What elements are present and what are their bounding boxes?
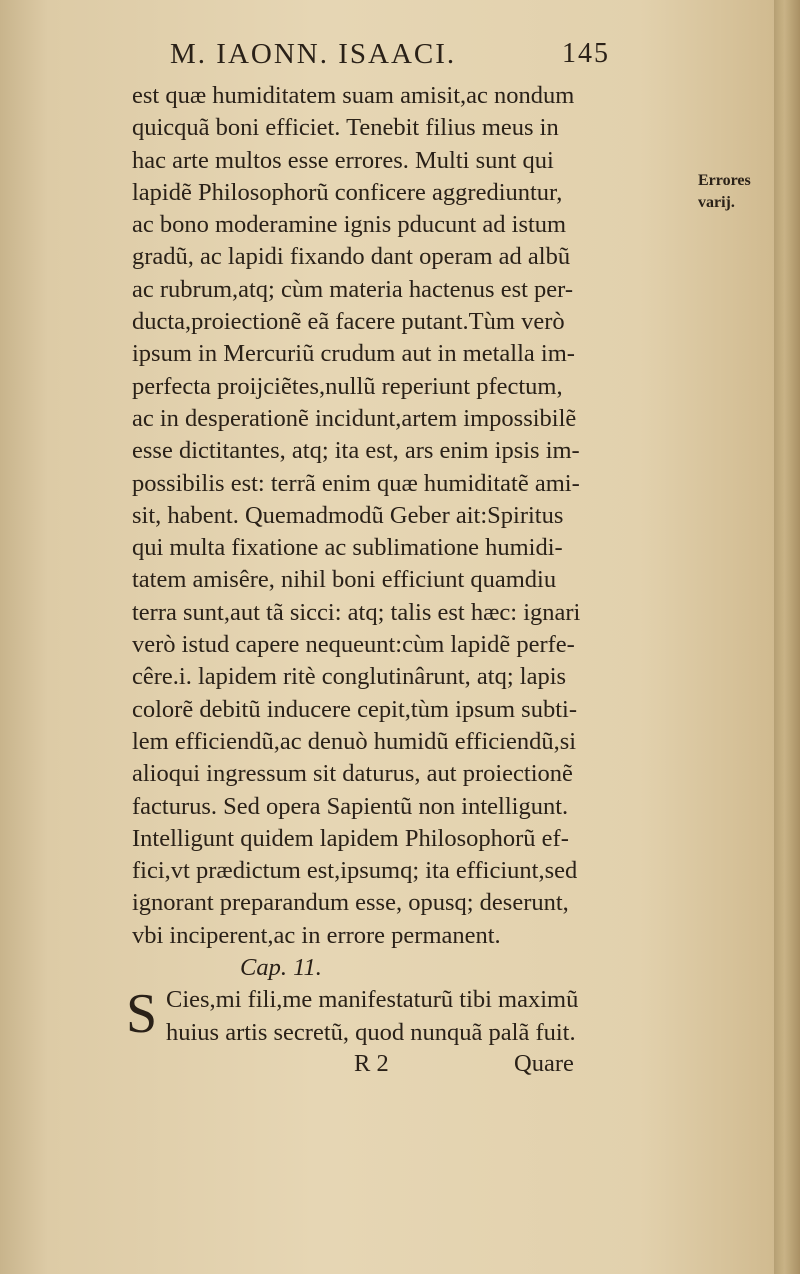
chapter-heading: Cap. 11.: [240, 954, 322, 982]
text-line: vbi inciperent,ac in errore permanent.: [132, 921, 501, 949]
text-line: cêre.i. lapidem ritè conglutinârunt, atq; lapis: [132, 663, 567, 691]
marginal-note-line: Errores: [698, 172, 751, 189]
text-line: quicquã boni efficiet. Tenebit filius meus in: [132, 114, 559, 142]
marginal-note: [698, 170, 768, 214]
text-line: possibilis est: terrã enim quæ humiditatẽ ami-: [132, 469, 580, 497]
text-line: ac bono moderamine ignis pducunt ad istum: [132, 211, 567, 239]
text-line: alioqui ingressum sit daturus, aut proiectionẽ: [132, 760, 573, 788]
text-line: terra sunt,aut tã sicci: atq; talis est hæc: ignari: [132, 598, 581, 626]
text-line: ac in desperationẽ incidunt,artem impossibilẽ: [132, 404, 577, 432]
text-line: sit, habent. Quemadmodũ Geber ait:Spiritus: [132, 501, 564, 529]
drop-cap: S: [126, 983, 158, 1046]
text-line: lem efficiendũ,ac denuò humidũ efficiendũ,si: [132, 727, 577, 755]
catchword: Quare: [514, 1050, 574, 1077]
text-line: tatem amisêre, nihil boni efficiunt quamdiu: [132, 566, 557, 594]
text-line: colorẽ debitũ inducere cepit,tùm ipsum subti-: [132, 695, 577, 723]
running-title: M. IAONN. ISAACI.: [170, 38, 457, 70]
text-line: esse dictitantes, atq; ita est, ars enim ipsis im-: [132, 437, 580, 465]
signature-mark: R 2: [354, 1050, 389, 1077]
text-line: lapidẽ Philosophorũ conficere aggrediuntur,: [132, 178, 563, 206]
body-text: [126, 80, 638, 1049]
running-head: [170, 38, 610, 78]
chapter-second-line: huius artis secretũ, quod nunquã palã fuit.: [166, 1018, 576, 1046]
text-line: verò istud capere nequeunt:cùm lapidẽ perfe-: [132, 631, 575, 659]
marginal-note-line: varij.: [698, 194, 735, 211]
text-line: hac arte multos esse errores. Multi sunt qui: [132, 146, 554, 174]
text-line: Intelligunt quidem lapidem Philosophorũ ef-: [132, 824, 569, 852]
text-line: est quæ humiditatem suam amisit,ac nondum: [132, 82, 575, 109]
text-line: ac rubrum,atq; cùm materia hactenus est per-: [132, 275, 573, 303]
text-line: ignorant preparandum esse, opusq; deserunt,: [132, 889, 569, 917]
text-line: gradũ, ac lapidi fixando dant operam ad albũ: [132, 243, 571, 271]
text-line: perfecta proijciẽtes,nullũ reperiunt pfectum,: [132, 372, 563, 400]
text-line: qui multa fixatione ac sublimatione humidi-: [132, 534, 563, 562]
chapter-line-text: Cies,mi fili,me manifestaturũ tibi maximũ: [166, 986, 579, 1014]
footer-line: [132, 1050, 638, 1082]
text-line: ipsum in Mercuriũ crudum aut in metalla im-: [132, 340, 575, 368]
text-line: fici,vt prædictum est,ipsumq; ita efficiunt,sed: [132, 857, 578, 885]
text-line: facturus. Sed opera Sapientũ non intelligunt.: [132, 792, 569, 820]
page-gutter: [774, 0, 800, 1274]
page-number: 145: [562, 38, 610, 69]
text-line: ducta,proiectionẽ eã facere putant.Tùm verò: [132, 308, 565, 336]
